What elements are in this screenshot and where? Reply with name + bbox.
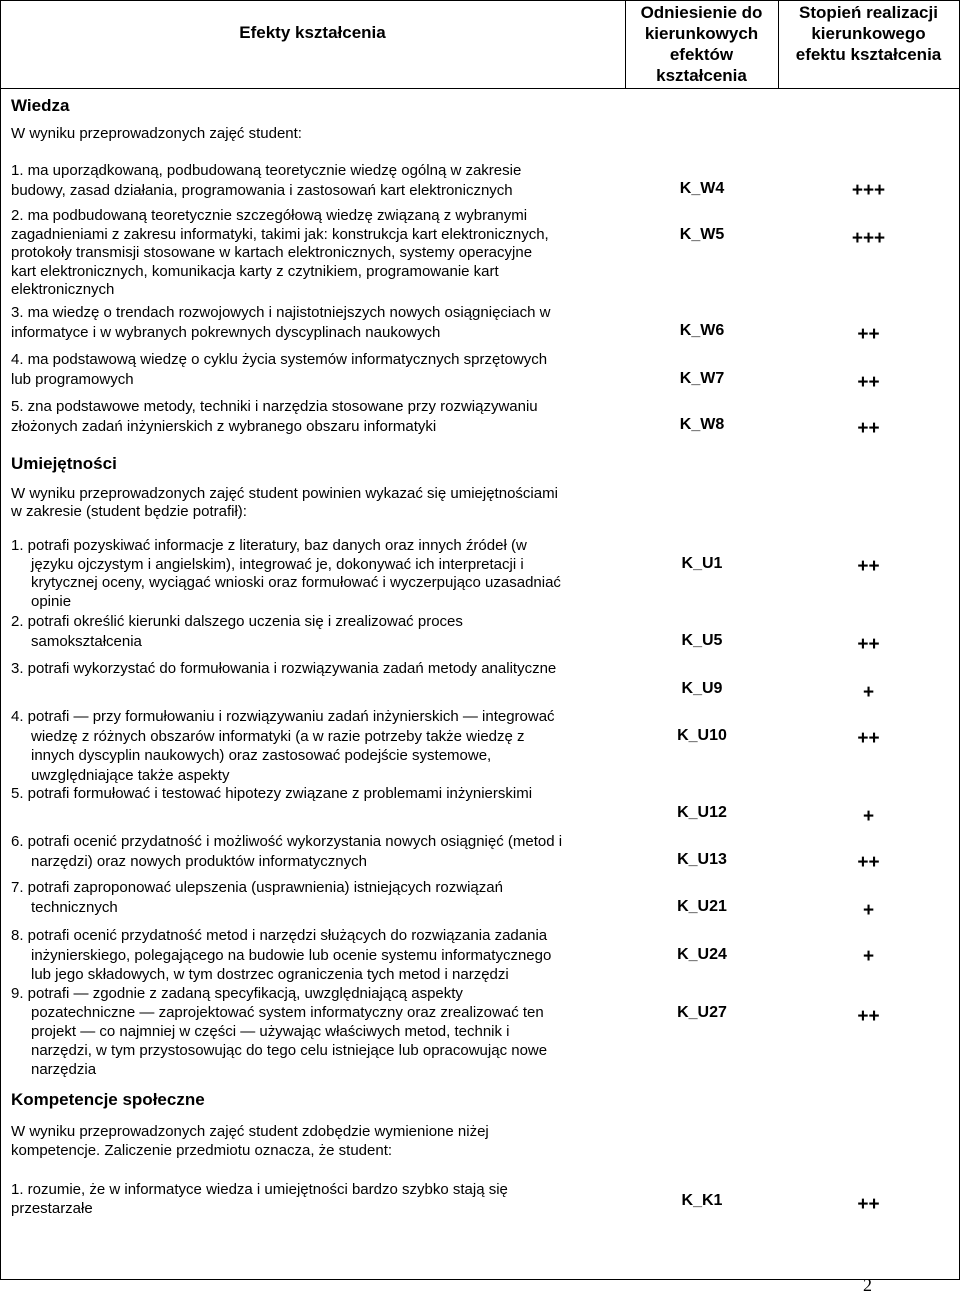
wiedza-item-5: 5. zna podstawowe metody, techniki i narzędzia stosowane przy rozwiązywaniu złożonych zadań inżynierskich z wybranego obszaru informatyki: [11, 398, 538, 435]
wiedza-code-2: K_W5: [679, 226, 725, 243]
umiejetnosci-item-1: 1. potrafi pozyskiwać informacje z literatury, baz danych oraz innych źródeł (w języku ojczystym i angielskim), integrować je, dokonywać ich interpretacji i krytycznej oceny, wyciągać wnioski oraz formułować i wyczerpująco uzasadniać opinie: [11, 537, 561, 610]
umiejetnosci-item-8: 8. potrafi ocenić przydatność metod i narzędzi służących do rozwiązania zadania inżynierskiego, polegającego na budowie lub ocenie systemu informatycznego lub jego składowych, w tym dostrzec ograniczenia tych metod i narzędzi: [11, 927, 552, 983]
wiedza-item-4: 4. ma podstawową wiedzę o cyklu życia systemów informatycznych sprzętowych lub programowych: [11, 351, 548, 388]
umiejetnosci-item-3: 3. potrafi wykorzystać do formułowania i rozwiązywania zadań metody analityczne: [11, 660, 557, 677]
wiedza-degree-5: ++: [857, 418, 880, 439]
wiedza-code-3: K_W6: [679, 322, 725, 339]
wiedza-item-3: 3. ma wiedzę o trendach rozwojowych i najistotniejszych nowych osiągnięciach w informatyce i w wybranych pokrewnych dyscyplinach naukowych: [11, 304, 551, 341]
umiejetnosci-degree-6: ++: [857, 852, 880, 873]
wiedza-degree-2: +++: [851, 228, 886, 249]
umiejetnosci-code-9: K_U27: [677, 1004, 727, 1021]
wiedza-degree-3: ++: [857, 324, 880, 345]
umiejetnosci-degree-5: +: [862, 806, 875, 827]
wiedza-item-2: 2. ma podbudowaną teoretycznie szczegółową wiedzę związaną z wybranymi zagadnieniami z zakresu informatyki, takimi jak: konstrukcja kart elektronicznych, protokoły transmisji stosowane w kartach elektronicznych, systemy operacyjne kart elektronicznych, komunikacja karty z czytnikiem, programowanie kart elektronicznych: [11, 207, 549, 298]
umiejetnosci-degree-2: ++: [857, 634, 880, 655]
wiedza-code-4: K_W7: [679, 370, 725, 387]
section-title-kompetencje: Kompetencje społeczne: [11, 1090, 205, 1109]
umiejetnosci-item-9: 9. potrafi — zgodnie z zadaną specyfikacją, uwzględniającą aspekty pozatechniczne — zaprojektować system informatyczny oraz zrealizować ten projekt — co najmniej w części — używając właściwych metod, technik i narzędzi, w tym przystosowując do tego celu istniejące lub opracowując nowe narzędzia: [11, 985, 548, 1078]
section-title-wiedza: Wiedza: [11, 96, 70, 115]
header-col-degree: Stopień realizacji kierunkowego efektu kształcenia: [795, 3, 942, 64]
header-col-reference: Odniesienie do kierunkowych efektów kształcenia: [640, 3, 763, 85]
umiejetnosci-item-5: 5. potrafi formułować i testować hipotezy związane z problemami inżynierskimi: [11, 785, 533, 802]
page-number: 2: [863, 1275, 872, 1295]
umiejetnosci-degree-7: +: [862, 900, 875, 921]
umiejetnosci-degree-3: +: [862, 682, 875, 703]
section-title-umiejetnosci: Umiejętności: [11, 454, 117, 473]
umiejetnosci-degree-1: ++: [857, 556, 880, 577]
section-intro-umiejetnosci: W wyniku przeprowadzonych zajęć student powinien wykazać się umiejętnościami w zakresie (student będzie potrafił):: [11, 485, 558, 520]
wiedza-code-1: K_W4: [679, 180, 725, 197]
table-border-left: [0, 0, 1, 1280]
header-divider: [0, 88, 960, 89]
umiejetnosci-code-5: K_U12: [677, 804, 727, 821]
kompetencje-degree-1: ++: [857, 1194, 880, 1215]
umiejetnosci-degree-9: ++: [857, 1006, 880, 1027]
umiejetnosci-item-4: 4. potrafi — przy formułowaniu i rozwiązywaniu zadań inżynierskich — integrować wiedzę z różnych obszarów informatyki (a w razie potrzeby także wiedzę z innych dyscyplin naukowych) oraz zastosować podejście systemowe, uwzględniające także aspekty: [11, 708, 555, 784]
kompetencje-code-1: K_K1: [681, 1192, 723, 1209]
wiedza-item-1: 1. ma uporządkowaną, podbudowaną teoretycznie wiedzę ogólną w zakresie budowy, zasad działania, programowania i zastosowań kart elektronicznych: [11, 162, 522, 199]
table-border-top: [0, 0, 960, 1]
umiejetnosci-code-4: K_U10: [677, 727, 727, 744]
section-intro-kompetencje: W wyniku przeprowadzonych zajęć student zdobędzie wymienione niżej kompetencje. Zaliczenie przedmiotu oznacza, że student:: [11, 1123, 489, 1159]
umiejetnosci-code-6: K_U13: [677, 851, 727, 868]
section-intro-wiedza: W wyniku przeprowadzonych zajęć student:: [11, 125, 302, 142]
header-col-effects: Efekty kształcenia: [239, 23, 386, 42]
umiejetnosci-item-2: 2. potrafi określić kierunki dalszego uczenia się i zrealizować proces samokształcenia: [11, 613, 463, 650]
umiejetnosci-item-7: 7. potrafi zaproponować ulepszenia (usprawnienia) istniejących rozwiązań technicznych: [11, 879, 503, 916]
umiejetnosci-degree-8: +: [862, 946, 875, 967]
umiejetnosci-degree-4: ++: [857, 728, 880, 749]
umiejetnosci-code-7: K_U21: [677, 898, 727, 915]
umiejetnosci-code-8: K_U24: [677, 946, 727, 963]
umiejetnosci-code-1: K_U1: [681, 555, 723, 572]
wiedza-degree-4: ++: [857, 372, 880, 393]
umiejetnosci-code-3: K_U9: [681, 680, 723, 697]
table-border-bottom: [0, 1279, 960, 1280]
umiejetnosci-code-2: K_U5: [681, 632, 723, 649]
kompetencje-item-1: 1. rozumie, że w informatyce wiedza i umiejętności bardzo szybko stają się przestarzałe: [11, 1181, 508, 1217]
wiedza-code-5: K_W8: [679, 416, 725, 433]
umiejetnosci-item-6: 6. potrafi ocenić przydatność i możliwość wykorzystania nowych osiągnięć (metod i narzędzi) oraz nowych produktów informatycznych: [11, 833, 563, 870]
wiedza-degree-1: +++: [851, 180, 886, 201]
